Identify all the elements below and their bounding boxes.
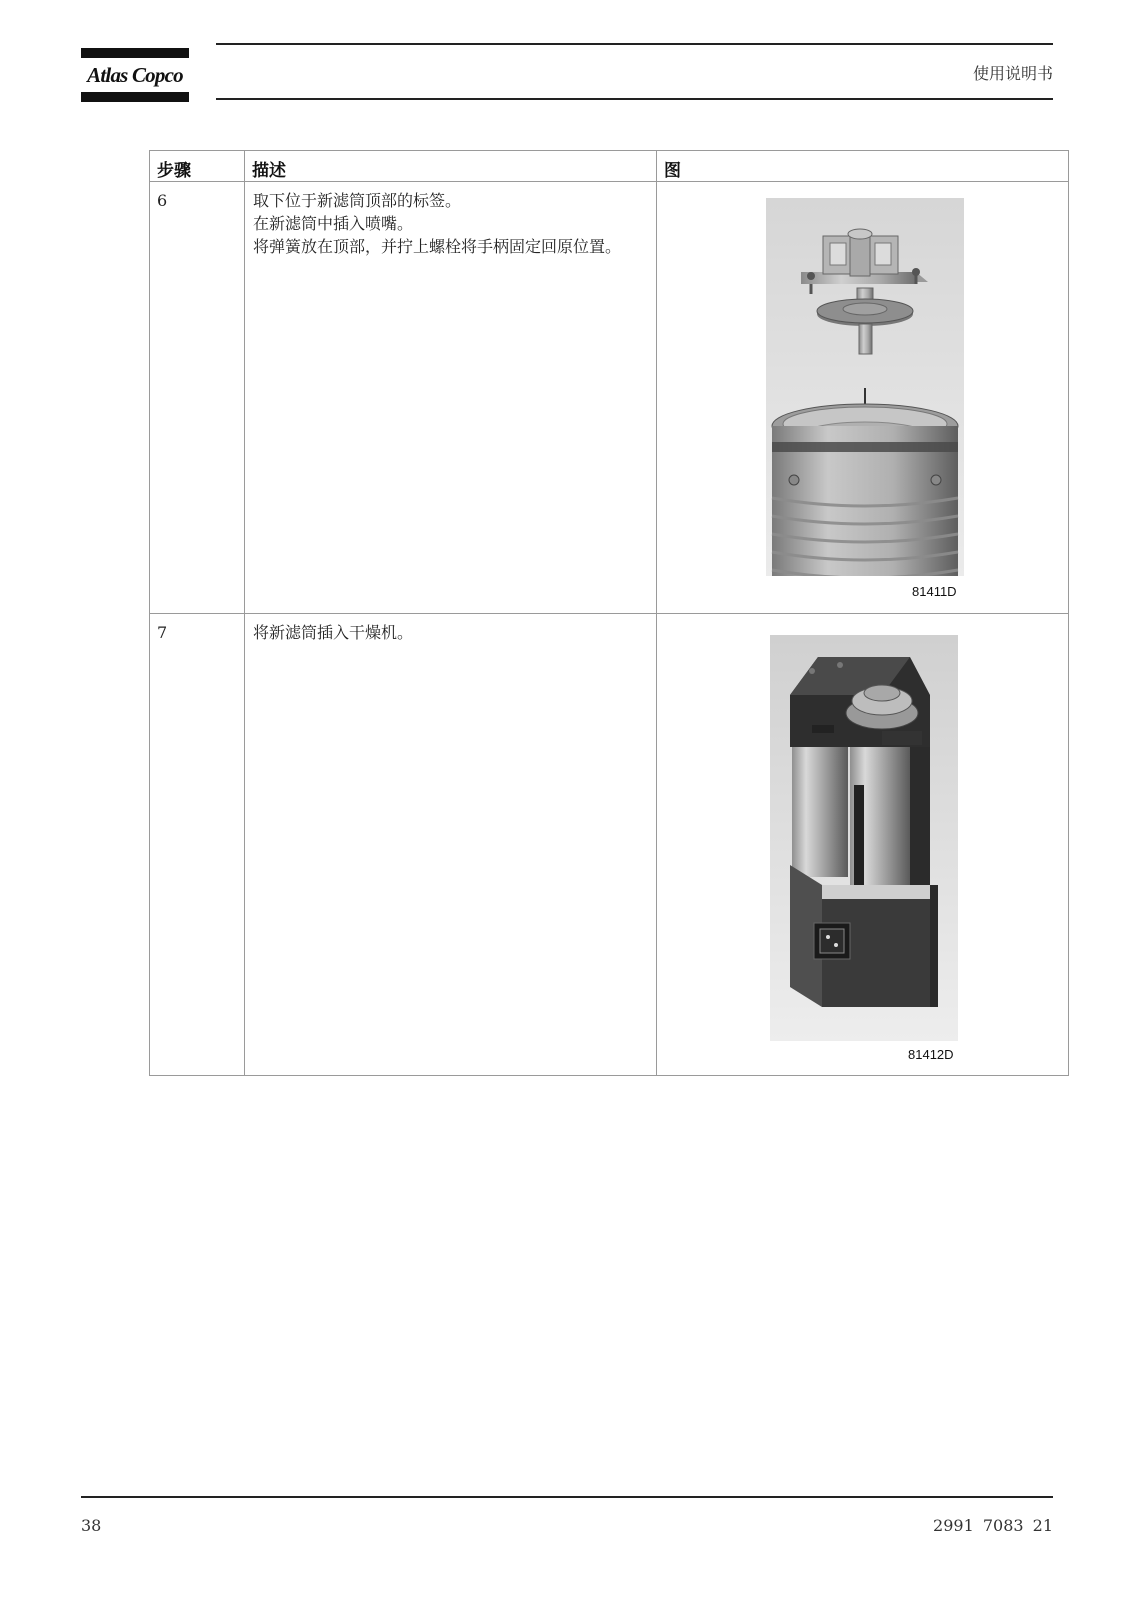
description-line: 取下位于新滤筒顶部的标签。 <box>253 191 462 210</box>
logo-bar-top <box>81 48 189 58</box>
description-line: 在新滤筒中插入喷嘴。 <box>253 214 414 233</box>
step-description <box>245 614 657 1076</box>
figure-code: 81411D <box>912 584 957 599</box>
step-figure <box>657 182 1069 614</box>
step-figure <box>657 614 1069 1076</box>
header-description: 描述 <box>245 151 657 182</box>
header-rule-bottom <box>216 98 1053 100</box>
atlas-copco-logo <box>81 48 189 102</box>
dryer-unit-illustration <box>770 635 958 1041</box>
table-row <box>150 614 1069 1076</box>
footer-rule <box>81 1496 1053 1498</box>
header-rule-top <box>216 43 1053 45</box>
step-number: 6 <box>150 182 245 614</box>
figure-dryer-unit <box>770 635 958 1041</box>
description-line: 将新滤筒插入干燥机。 <box>253 623 414 642</box>
header-figure: 图 <box>657 151 1069 182</box>
figure-filter-assembly <box>766 198 964 576</box>
document-title: 使用说明书 <box>972 64 1053 83</box>
filter-assembly-illustration <box>766 198 964 576</box>
page-number: 38 <box>81 1516 102 1535</box>
figure-code: 81412D <box>908 1047 954 1062</box>
step-number: 7 <box>150 614 245 1076</box>
step-description <box>245 182 657 614</box>
document-number: 2991 7083 21 <box>933 1516 1053 1535</box>
description-line: 将弹簧放在顶部，并拧上螺栓将手柄固定回原位置。 <box>253 237 622 256</box>
header-step: 步骤 <box>150 151 245 182</box>
table-row <box>150 182 1069 614</box>
logo-wordmark: Atlas Copco <box>87 63 183 87</box>
table-header-row <box>150 151 1069 182</box>
logo-bar-bottom <box>81 92 189 102</box>
procedure-table <box>149 150 1069 1076</box>
